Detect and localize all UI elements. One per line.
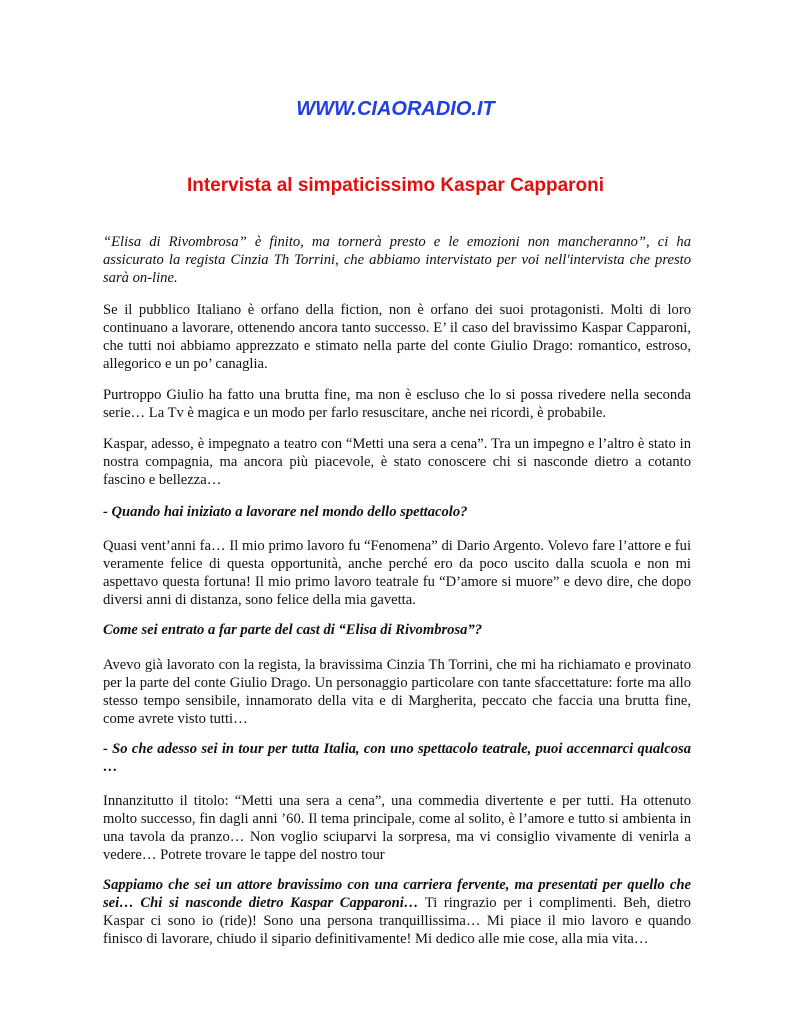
answer-3 [103,792,691,864]
paragraph-text: Se il pubblico Italiano è orfano della fiction, non è orfano dei suoi protagonisti. Molti di loro continuano a lavorare, ottenendo ancora tanto successo. E’ il caso del bravissimo Kaspar Capparoni, che tutti noi abbiamo apprezzato e stimato nella parte del conte Giulio Drago: romantico, estroso, allegorico e un po’ canaglia. [103,302,691,372]
paragraph-text [103,876,691,948]
site-url-heading: WWW.CIAORADIO.IT [296,98,495,120]
question-text: Come sei entrato a far parte del cast di “Elisa di Rivombrosa”? [103,622,483,638]
intro-paragraph [103,233,691,287]
paragraph-1 [103,301,691,373]
answer-1 [103,537,691,609]
question-text: Sappiamo che sei un attore bravissimo con una carriera fervente, ma presentati per quello che sei… Chi si nasconde dietro Kaspar Capparoni… [103,877,691,911]
question-3 [103,740,691,776]
answer-text: Ti ringrazio per i complimenti. Beh, dietro Kaspar ci sono io (ride)! Sono una persona tranquillissima… Mi piace il mio lavoro e quando finisco di lavorare, chiudo il sipario definitivamente! Mi dedico alle mie cose, alla mia vita… [103,895,691,947]
question-answer-4 [103,876,691,948]
paragraph-text: Purtroppo Giulio ha fatto una brutta fine, ma non è escluso che lo si possa rivedere nella seconda serie… La Tv è magica e un modo per farlo resuscitare, anche nei ricordi, è probabile. [103,387,691,421]
paragraph-3 [103,435,691,489]
paragraph-text: Kaspar, adesso, è impegnato a teatro con “Metti una sera a cena”. Tra un impegno e l’altro è stato in nostra compagnia, ma ancora più piacevole, è stato conoscere chi si nasconde dietro a cotanto fascino e bellezza… [103,436,691,488]
answer-text: Innanzitutto il titolo: “Metti una sera a cena”, una commedia divertente e per tutti. Ha ottenuto molto successo, fin dagli anni ’60. Il tema principale, come al solito, è l’amore e tutto si ambienta in una tavola da pranzo… Non voglio sciuparvi la sorpresa, ma vi consiglio vivamente di venirla a vedere… Potrete trovare le tappe del nostro tour [103,793,691,863]
question-text: - Quando hai iniziato a lavorare nel mondo dello spettacolo? [103,504,468,520]
intro-text: “Elisa di Rivombrosa” è finito, ma tornerà presto e le emozioni non mancheranno”, ci ha assicurato la regista Cinzia Th Torrini, che abbiamo intervistato per voi nell'intervista che presto sarà on-line. [103,234,691,286]
question-text: - So che adesso sei in tour per tutta Italia, con uno spettacolo teatrale, puoi accennarci qualcosa … [103,741,691,775]
answer-text: Avevo già lavorato con la regista, la bravissima Cinzia Th Torrini, che mi ha richiamato e provinato per la parte del conte Giulio Drago. Un personaggio particolare con tante sfaccettature: forte ma allo stesso tempo sensibile, innamorato della vita e di Margherita, peccato che faccia una brutta fine, come avrete visto tutti… [103,657,691,727]
article-title: Intervista al simpaticissimo Kaspar Capparoni [186,175,605,196]
answer-text: Quasi vent’anni fa… Il mio primo lavoro fu “Fenomena” di Dario Argento. Volevo fare l’attore e fui veramente felice di questa opportunità, anche perché ero da poco uscito dalla scuola e non mi aspettavo questa fortuna! Il mio primo lavoro teatrale fu “D’amore si muore” e devo dire, che dopo diversi anni di distanza, sono felice della mia gavetta. [103,538,691,608]
question-1 [103,503,691,521]
question-2 [103,621,691,639]
answer-2 [103,656,691,728]
paragraph-2 [103,386,691,422]
